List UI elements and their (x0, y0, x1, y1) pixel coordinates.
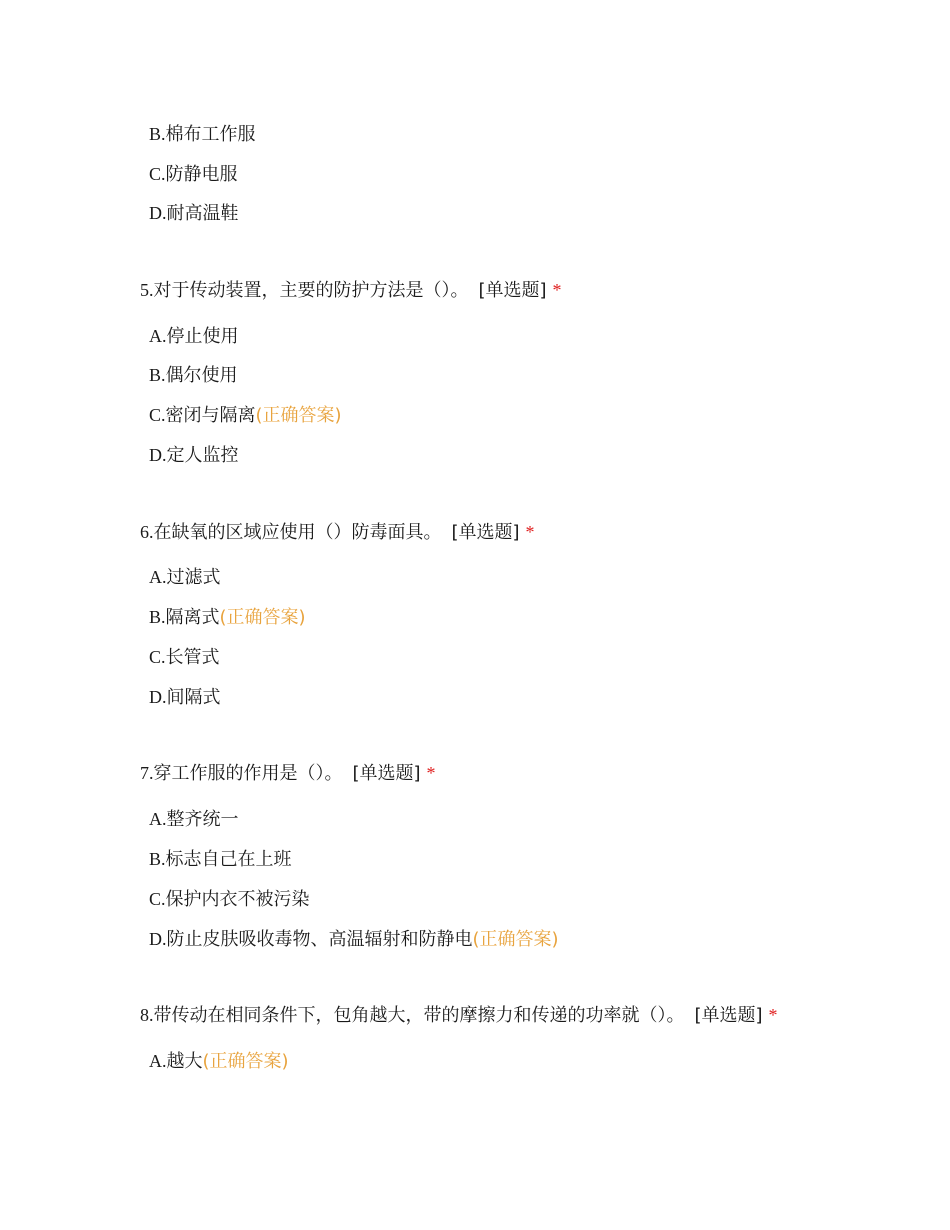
q6-option-b (149, 605, 306, 630)
required-marker: * (426, 763, 436, 783)
option-letter: D. (149, 203, 167, 223)
question-6-title (140, 520, 535, 545)
q8-option-a (149, 1049, 289, 1074)
question-type: [单选题] (451, 522, 520, 543)
q7-option-d (149, 927, 559, 952)
question-text: 穿工作服的作用是（）。 (153, 763, 343, 784)
question-type: [单选题] (352, 763, 421, 784)
option-text: 长管式 (165, 647, 220, 668)
question-number: 8. (140, 1005, 154, 1025)
option-letter: A. (149, 809, 167, 829)
correct-answer-marker: (正确答案) (202, 1051, 289, 1072)
q5-option-c (149, 403, 342, 428)
option-letter: B. (149, 365, 166, 385)
option-text: 定人监控 (166, 445, 239, 466)
q4-option-b (149, 122, 256, 147)
option-text: 隔离式 (165, 607, 220, 628)
option-text: 越大 (166, 1051, 203, 1072)
option-text: 偶尔使用 (165, 365, 238, 386)
question-number: 5. (140, 280, 154, 300)
question-text: 在缺氧的区域应使用（）防毒面具。 (153, 522, 442, 543)
option-text: 棉布工作服 (165, 124, 256, 145)
option-letter: D. (149, 445, 167, 465)
option-letter: C. (149, 164, 166, 184)
question-type: [单选题] (694, 1005, 763, 1026)
option-text: 停止使用 (166, 326, 239, 347)
option-text: 整齐统一 (166, 809, 239, 830)
q7-option-b (149, 847, 292, 872)
option-letter: A. (149, 326, 167, 346)
q4-option-d (149, 201, 239, 226)
question-7-title (140, 761, 436, 786)
option-text: 标志自己在上班 (165, 849, 292, 870)
q5-option-b (149, 363, 238, 388)
question-8-title (140, 1003, 778, 1028)
option-text: 过滤式 (166, 567, 221, 588)
option-text: 密闭与隔离 (165, 405, 256, 426)
question-type: [单选题] (478, 280, 547, 301)
option-letter: B. (149, 607, 166, 627)
question-number: 7. (140, 763, 154, 783)
q5-option-a (149, 324, 239, 349)
option-letter: B. (149, 124, 166, 144)
question-number: 6. (140, 522, 154, 542)
option-text: 防静电服 (165, 164, 238, 185)
option-text: 间隔式 (166, 687, 221, 708)
option-letter: A. (149, 567, 167, 587)
q6-option-a (149, 565, 221, 590)
option-text: 防止皮肤吸收毒物、高温辐射和防静电 (166, 929, 473, 950)
required-marker: * (552, 280, 562, 300)
option-letter: C. (149, 405, 166, 425)
q7-option-c (149, 887, 310, 912)
option-letter: C. (149, 647, 166, 667)
q6-option-c (149, 645, 220, 670)
option-letter: B. (149, 849, 166, 869)
q7-option-a (149, 807, 239, 832)
correct-answer-marker: (正确答案) (255, 405, 342, 426)
option-text: 保护内衣不被污染 (165, 889, 310, 910)
correct-answer-marker: (正确答案) (472, 929, 559, 950)
required-marker: * (768, 1005, 778, 1025)
question-text: 带传动在相同条件下，包角越大，带的摩擦力和传递的功率就（）。 (153, 1005, 685, 1026)
option-text: 耐高温鞋 (166, 203, 239, 224)
required-marker: * (525, 522, 535, 542)
option-letter: D. (149, 687, 167, 707)
option-letter: C. (149, 889, 166, 909)
option-letter: A. (149, 1051, 167, 1071)
question-5-title (140, 278, 562, 303)
q4-option-c (149, 162, 238, 187)
q5-option-d (149, 443, 239, 468)
q6-option-d (149, 685, 221, 710)
question-text: 对于传动装置，主要的防护方法是（）。 (153, 280, 469, 301)
correct-answer-marker: (正确答案) (219, 607, 306, 628)
option-letter: D. (149, 929, 167, 949)
